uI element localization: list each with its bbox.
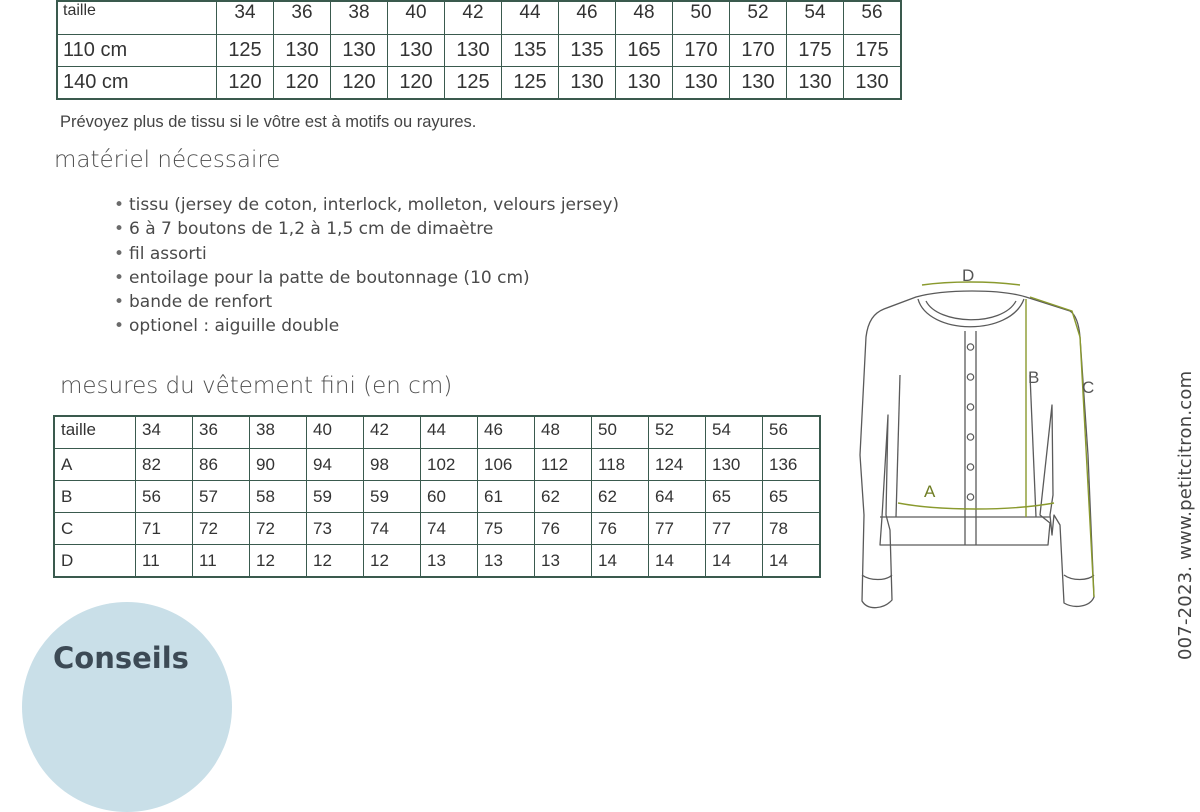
fabric-value-cell: 130 <box>844 67 902 100</box>
measurements-size-cell: 56 <box>763 416 821 449</box>
fabric-value-cell: 120 <box>331 67 388 100</box>
measurements-value-cell: 13 <box>421 545 478 578</box>
measurements-value-cell: 11 <box>193 545 250 578</box>
measurements-value-cell: 58 <box>250 481 307 513</box>
fabric-value-cell: 130 <box>730 67 787 100</box>
measurements-value-cell: 75 <box>478 513 535 545</box>
button-icons <box>967 344 973 500</box>
fabric-value-cell: 170 <box>673 35 730 67</box>
fabric-value-cell: 175 <box>844 35 902 67</box>
list-item: • fil assorti <box>114 243 207 264</box>
fabric-row-label: 140 cm <box>57 67 217 100</box>
button-icon <box>967 434 973 440</box>
fabric-size-cell: 44 <box>502 1 559 35</box>
measurements-value-cell: 94 <box>307 449 364 481</box>
fabric-value-cell: 130 <box>616 67 673 100</box>
button-icon <box>967 404 973 410</box>
measurements-value-cell: 72 <box>193 513 250 545</box>
fabric-table-row <box>57 35 901 67</box>
measurements-value-cell: 77 <box>649 513 706 545</box>
measurements-value-cell: 102 <box>421 449 478 481</box>
measurements-value-cell: 13 <box>478 545 535 578</box>
fabric-size-cell: 46 <box>559 1 616 35</box>
measurements-size-cell: 40 <box>307 416 364 449</box>
measurements-size-cell: 34 <box>136 416 193 449</box>
measurements-header-row <box>54 416 820 449</box>
cardigan-illustration <box>850 255 1110 625</box>
measurements-value-cell: 71 <box>136 513 193 545</box>
fabric-size-cell: 34 <box>217 1 274 35</box>
fabric-value-cell: 135 <box>502 35 559 67</box>
measurements-value-cell: 11 <box>136 545 193 578</box>
fabric-size-cell: 40 <box>388 1 445 35</box>
list-item: • bande de renfort <box>114 292 273 313</box>
measurements-value-cell: 124 <box>649 449 706 481</box>
measurements-value-cell: 90 <box>250 449 307 481</box>
measurements-size-cell: 50 <box>592 416 649 449</box>
fabric-table <box>56 0 902 100</box>
measurements-value-cell: 130 <box>706 449 763 481</box>
materials-title: matériel nécessaire <box>54 147 281 173</box>
fabric-value-cell: 125 <box>217 35 274 67</box>
measurements-value-cell: 64 <box>649 481 706 513</box>
material-text: bande de renfort <box>129 292 273 313</box>
measurements-value-cell: 12 <box>364 545 421 578</box>
measurements-size-cell: 36 <box>193 416 250 449</box>
fabric-size-cell: 36 <box>274 1 331 35</box>
fabric-size-cell: 54 <box>787 1 844 35</box>
measurements-value-cell: 76 <box>535 513 592 545</box>
fabric-size-cell: 42 <box>445 1 502 35</box>
measurements-value-cell: 74 <box>364 513 421 545</box>
fabric-value-cell: 130 <box>787 67 844 100</box>
measurements-value-cell: 106 <box>478 449 535 481</box>
measurements-value-cell: 77 <box>706 513 763 545</box>
credit-text: 007-2023. www.petitcitron.com <box>1175 370 1196 660</box>
list-item: • entoilage pour la patte de boutonnage (10 cm) <box>114 267 530 288</box>
measurements-value-cell: 61 <box>478 481 535 513</box>
measurements-row-label: B <box>54 481 136 513</box>
fabric-value-cell: 135 <box>559 35 616 67</box>
measurements-value-cell: 62 <box>535 481 592 513</box>
measurements-size-cell: 48 <box>535 416 592 449</box>
label-b: B <box>1028 368 1040 387</box>
measurements-value-cell: 78 <box>763 513 821 545</box>
measurements-value-cell: 60 <box>421 481 478 513</box>
fabric-value-cell: 120 <box>217 67 274 100</box>
measurements-value-cell: 59 <box>307 481 364 513</box>
measurements-value-cell: 74 <box>421 513 478 545</box>
fabric-value-cell: 125 <box>445 67 502 100</box>
measurements-row <box>54 545 820 578</box>
measurements-value-cell: 73 <box>307 513 364 545</box>
fabric-table-row <box>57 67 901 100</box>
conseils-bubble <box>22 602 232 812</box>
measurements-value-cell: 14 <box>706 545 763 578</box>
measurements-size-cell: 38 <box>250 416 307 449</box>
measurements-header-label: taille <box>54 416 136 449</box>
fabric-size-cell: 56 <box>844 1 902 35</box>
measurements-value-cell: 112 <box>535 449 592 481</box>
measurements-value-cell: 72 <box>250 513 307 545</box>
fabric-value-cell: 130 <box>673 67 730 100</box>
fabric-value-cell: 130 <box>559 67 616 100</box>
measurements-row <box>54 449 820 481</box>
button-icon <box>967 374 973 380</box>
measurements-value-cell: 13 <box>535 545 592 578</box>
fabric-size-cell: 52 <box>730 1 787 35</box>
button-icon <box>967 464 973 470</box>
fabric-size-cell: 38 <box>331 1 388 35</box>
measurements-row <box>54 513 820 545</box>
material-text: tissu (jersey de coton, interlock, molleton, velours jersey) <box>129 195 620 215</box>
fabric-row-label: 110 cm <box>57 35 217 67</box>
fabric-value-cell: 130 <box>274 35 331 67</box>
measurements-size-cell: 46 <box>478 416 535 449</box>
measurements-size-cell: 42 <box>364 416 421 449</box>
measurements-value-cell: 62 <box>592 481 649 513</box>
material-text: optionel : aiguille double <box>129 316 340 337</box>
measurements-value-cell: 12 <box>250 545 307 578</box>
measurements-title: mesures du vêtement fini (en cm) <box>60 373 453 399</box>
measurements-row <box>54 481 820 513</box>
measurements-value-cell: 12 <box>307 545 364 578</box>
fabric-value-cell: 175 <box>787 35 844 67</box>
measurements-table <box>53 415 821 578</box>
list-item: • tissu (jersey de coton, interlock, molleton, velours jersey) <box>114 195 620 215</box>
measurements-value-cell: 14 <box>763 545 821 578</box>
measurements-value-cell: 82 <box>136 449 193 481</box>
measurements-row-label: C <box>54 513 136 545</box>
measurements-value-cell: 65 <box>763 481 821 513</box>
measurements-value-cell: 57 <box>193 481 250 513</box>
list-item: • optionel : aiguille double <box>114 316 340 337</box>
list-item: • 6 à 7 boutons de 1,2 à 1,5 cm de dimaètre <box>114 219 494 240</box>
fabric-value-cell: 120 <box>388 67 445 100</box>
fabric-value-cell: 170 <box>730 35 787 67</box>
fabric-value-cell: 130 <box>331 35 388 67</box>
measurements-row-label: D <box>54 545 136 578</box>
measurements-value-cell: 59 <box>364 481 421 513</box>
label-a: A <box>924 482 936 501</box>
material-text: entoilage pour la patte de boutonnage (10 cm) <box>129 267 530 288</box>
fabric-value-cell: 130 <box>388 35 445 67</box>
measurements-value-cell: 136 <box>763 449 821 481</box>
label-c: C <box>1082 378 1095 397</box>
fabric-value-cell: 120 <box>274 67 331 100</box>
materials-list <box>114 193 619 339</box>
measurements-value-cell: 76 <box>592 513 649 545</box>
fabric-note: Prévoyez plus de tissu si le vôtre est à motifs ou rayures. <box>60 113 477 131</box>
fabric-size-cell: 48 <box>616 1 673 35</box>
fabric-value-cell: 125 <box>502 67 559 100</box>
fabric-value-cell: 165 <box>616 35 673 67</box>
fabric-value-cell: 130 <box>445 35 502 67</box>
measurements-value-cell: 14 <box>649 545 706 578</box>
material-text: fil assorti <box>129 243 207 264</box>
measurements-value-cell: 118 <box>592 449 649 481</box>
measurements-value-cell: 65 <box>706 481 763 513</box>
button-icon <box>967 494 973 500</box>
fabric-size-cell: 50 <box>673 1 730 35</box>
measurements-size-cell: 54 <box>706 416 763 449</box>
measurements-value-cell: 86 <box>193 449 250 481</box>
measurements-size-cell: 44 <box>421 416 478 449</box>
cardigan-body-outline <box>860 291 1094 608</box>
measurements-size-cell: 52 <box>649 416 706 449</box>
fabric-header-label: taille <box>57 1 217 35</box>
fabric-table-header-row <box>57 1 901 35</box>
measurements-value-cell: 56 <box>136 481 193 513</box>
measurements-value-cell: 14 <box>592 545 649 578</box>
button-icon <box>967 344 973 350</box>
cardigan-neckline <box>918 299 1024 327</box>
measurements-row-label: A <box>54 449 136 481</box>
label-d: D <box>962 266 975 285</box>
measurements-value-cell: 98 <box>364 449 421 481</box>
conseils-heading: Conseils <box>53 641 189 675</box>
material-text: 6 à 7 boutons de 1,2 à 1,5 cm de dimaètre <box>129 219 494 240</box>
